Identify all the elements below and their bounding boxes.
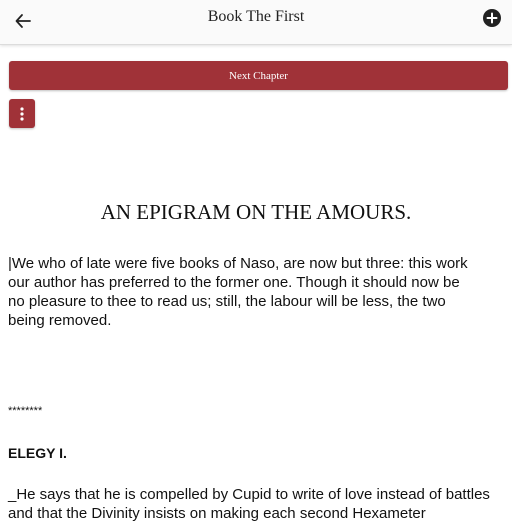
elegy-paragraph: _He says that he is compelled by Cupid to write of love instead of battles and that the Divinity insists on making each second Hexameter [8, 486, 490, 522]
section-title: ELEGY I. [8, 445, 67, 461]
page-title: Book The First [207, 8, 305, 25]
more-vertical-icon [19, 106, 25, 122]
next-chapter-button[interactable]: Next Chapter [9, 61, 508, 90]
plus-circle-icon [482, 8, 502, 28]
section-separator: ******** [8, 405, 43, 417]
app-bar [0, 0, 512, 45]
more-options-button[interactable] [9, 99, 35, 128]
chapter-heading: AN EPIGRAM ON THE AMOURS. [100, 200, 412, 224]
add-button[interactable] [482, 8, 502, 28]
epigram-paragraph: |We who of late were five books of Naso, are now but three: this work our author has preferred to the former one. Though it should now be no pleasure to thee to read us; still, the labour will be less, the two being removed. [8, 255, 468, 329]
